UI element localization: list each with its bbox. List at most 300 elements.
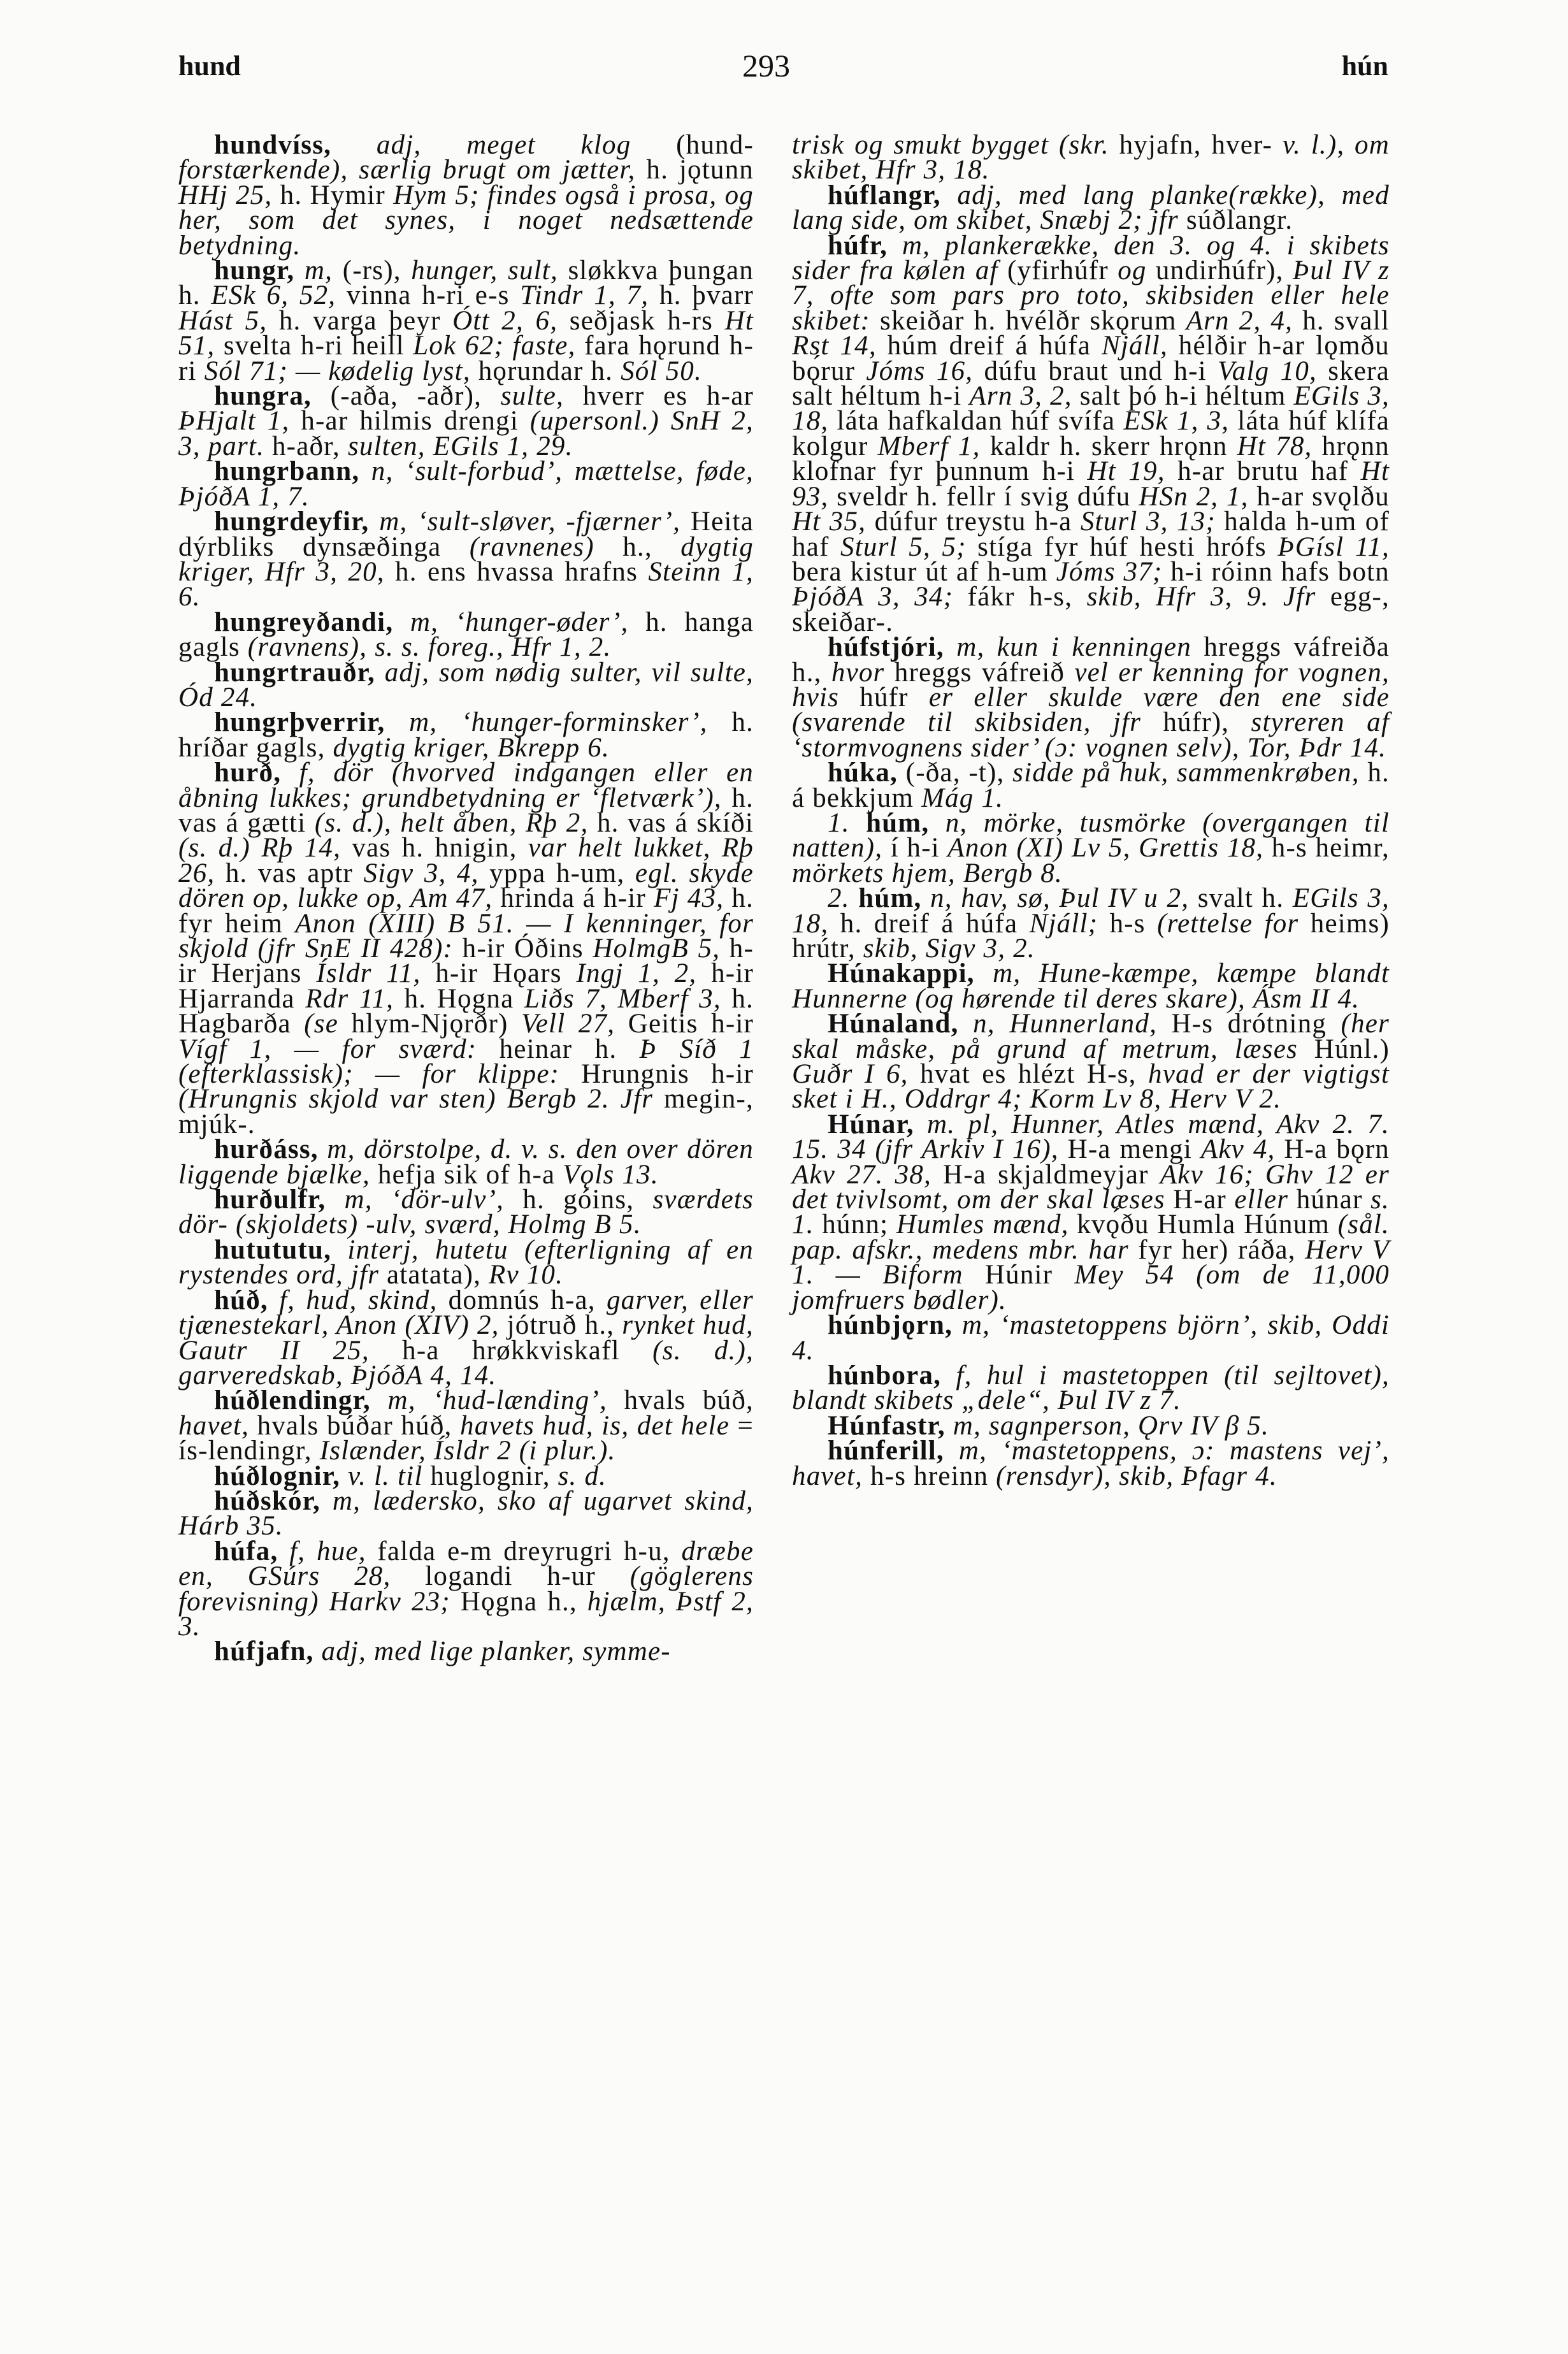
dictionary-entry (792, 1360, 1390, 1416)
headword: húflangr, (828, 180, 941, 210)
text: heinar h. (499, 1034, 640, 1064)
text: falda e-m dreyrugri h-u, (377, 1536, 682, 1566)
text: skeiðar h. hvélðr skǫrum (880, 305, 1186, 336)
dictionary-entry (178, 1134, 754, 1190)
headword: húm, (866, 807, 930, 838)
italic-text: Njáll; (1029, 908, 1110, 939)
headword: húð, (214, 1285, 268, 1315)
text: sveldr h. fellr í svig dúfu (837, 481, 1139, 512)
italic-text: Islænder, Ísldr 2 (i plur.). (319, 1436, 616, 1466)
text: h-ar hilmis drengi (301, 406, 530, 437)
italic-text: ÞHjalt 1, (178, 406, 301, 437)
italic-text: sulte, (500, 381, 583, 412)
italic-text: skib, Hfr 3, 9. Jfr (1086, 582, 1330, 612)
text: bera kistur út af h-um (792, 556, 1056, 587)
text: hreggs váfreiða h., (792, 632, 1390, 688)
page-number: 293 (742, 48, 790, 83)
text: h. góins, (522, 1185, 653, 1215)
text: súðlangr. (1186, 205, 1293, 236)
headword: hutututu, (214, 1234, 332, 1265)
headword: hungra, (214, 381, 312, 412)
headword: húnbora, (828, 1360, 942, 1390)
italic-text: Arn 2, 4, (1186, 305, 1303, 336)
italic-text: n, hav, sø, Þul IV u 2, (921, 883, 1198, 914)
italic-text: 2. (828, 883, 859, 914)
dictionary-entry (178, 1536, 754, 1642)
text: Hrungnis h-ir (581, 1059, 754, 1090)
italic-text: Mág 1. (921, 783, 1004, 813)
text: hrǫnn klofnar fyr þunnum h-i (792, 431, 1390, 487)
text: h. hanga gagls (178, 607, 754, 663)
dictionary-entry (792, 1438, 1390, 1489)
headword: hurð, (214, 758, 282, 788)
headword: húðlognir, (214, 1461, 341, 1491)
italic-text: v. l.), om skibet, Hfr 3, 18. (792, 130, 1390, 185)
headword: Húnfastr, (828, 1410, 946, 1441)
text: megin-, mjúk-. (178, 1084, 754, 1139)
text: dúfur treystu h-a (874, 507, 1081, 537)
text: (-rs), (342, 256, 412, 286)
italic-text: (her skal måske, på grund af metrum, læses (792, 1009, 1390, 1064)
text: kaldr h. skerr hrǫnn (989, 431, 1237, 461)
italic-text: n, mörke, tusmörke (overgangen til natten), (792, 807, 1390, 863)
italic-text: Sigv 3, 4, (363, 858, 490, 888)
italic-text: adj, med lige planker, symme- (313, 1636, 671, 1667)
italic-text: EGils 3, 18, (792, 883, 1390, 939)
italic-text: dygtig kriger, Hfr 3, 20, (178, 531, 754, 587)
italic-text: hvor (831, 657, 895, 688)
text: atatata), (386, 1260, 489, 1290)
text: Húnl.) (1314, 1034, 1390, 1064)
running-head-first-word: hund (178, 50, 241, 82)
italic-text: m, (294, 256, 343, 286)
italic-text: Ht 51, (178, 305, 754, 361)
italic-text: m, Hune-kæmpe, kæmpe blandt Hunnerne (og hørende til deres skare), Ásm II 4. (792, 958, 1390, 1014)
text: húnar (1296, 1185, 1371, 1215)
italic-text: eller (1234, 1185, 1297, 1215)
dictionary-entry (178, 760, 754, 1137)
headword: hundvíss, (214, 130, 332, 160)
italic-text: sidde på huk, sammenkrøben, (1012, 758, 1368, 788)
dictionary-entry (178, 657, 754, 712)
italic-text: sværdets dör- (skjoldets) -ulv, sværd, Holmg B 5. (178, 1185, 754, 1240)
text: undirhúfr), (1155, 256, 1293, 286)
left-column (178, 130, 754, 1667)
text: Geitis h-ir (628, 1009, 754, 1039)
text: hélðir h-ar lǫmðu bǫ́rur (792, 331, 1390, 386)
text: í h-i (890, 833, 948, 863)
italic-text: n, Hunnerland, (958, 1009, 1172, 1039)
italic-text: er eller skulde være den ene side (svarende til skibsiden, jfr (792, 682, 1390, 738)
italic-text: Vell 27, (521, 1009, 628, 1039)
dictionary-entry (178, 707, 754, 763)
italic-text: interj, hutetu (efterligning af en rystendes ord, jfr (178, 1234, 754, 1290)
headword: hurðáss, (214, 1134, 319, 1165)
dictionary-entry (792, 958, 1390, 1014)
italic-text: adj, meget klog (331, 130, 677, 160)
dictionary-entry (178, 509, 754, 610)
headword: Húnaland, (828, 1009, 959, 1039)
text: hvat es hlézt H-s, (920, 1059, 1148, 1090)
italic-text: hjælm, Þstf 2, 3. (178, 1586, 754, 1642)
text: hefja sik of h-a (377, 1159, 563, 1190)
text: (-ða, -t), (898, 758, 1013, 788)
text: hverr es h-ar (582, 381, 754, 412)
italic-text: Akv 16; Ghv 12 er det tvivlsomt, om der skal læses (792, 1159, 1390, 1215)
headword: húfa, (214, 1536, 278, 1566)
italic-text: Ótt 2, 6, (452, 305, 570, 336)
text: h-s hreinn (870, 1461, 996, 1491)
italic-text: (sål. pap. afskr., medens mbr. har (792, 1209, 1390, 1265)
text: h. Hagbarða (178, 983, 754, 1039)
headword: húðlendingr, (214, 1385, 371, 1416)
dictionary-entry (792, 1410, 1390, 1441)
italic-text: var helt lukket, Rþ 26, (178, 833, 754, 888)
text: h. á bekkjum (792, 758, 1390, 813)
italic-text: m, dörstolpe, d. v. s. den over dören liggende bjælke, (178, 1134, 754, 1190)
italic-text: f, hul i mastetoppen (til sejltovet), blandt skibets „dele“, Þul IV z 7. (792, 1360, 1390, 1416)
dictionary-entry (792, 632, 1390, 763)
text: egg-, skeiðar-. (792, 582, 1390, 637)
text: h-a hrøkkviskafl (402, 1335, 653, 1366)
headword: hungrbann, (214, 456, 360, 487)
headword: hungrtrauðr, (214, 657, 375, 688)
dictionary-entry (178, 1385, 754, 1466)
headword: hungrþverrir, (214, 707, 385, 738)
text: h-ir Hjarranda (178, 958, 754, 1014)
dictionary-entry (178, 130, 754, 261)
text: kvǫ́ðu Humla Húnum (1077, 1209, 1338, 1240)
headword: Húnakappi, (828, 958, 975, 989)
italic-text: EGils 3, 18, (792, 381, 1390, 437)
dictionary-entry (792, 1109, 1390, 1315)
headword: hungreyðandi, (214, 607, 394, 637)
italic-text: (se (304, 1009, 352, 1039)
italic-text: dygtig kriger, Bkrepp 6. (333, 732, 610, 763)
italic-text: rynket hud, Gautr II 25, (178, 1310, 754, 1366)
text: h. vas á gætti (178, 783, 754, 838)
italic-text: Sturl 3, 13; (1080, 507, 1225, 537)
text: seðjask h-rs (569, 305, 725, 336)
italic-text: ÞjóðA 3, 34; (792, 582, 968, 612)
italic-text: Hást 5, (178, 305, 279, 336)
italic-text: m, ‘hunger-forminsker’, (385, 707, 732, 738)
italic-text: Rdr 11, (305, 983, 405, 1014)
italic-text: trisk og smukt bygget (skr. (792, 130, 1119, 160)
dictionary-entry (178, 607, 754, 663)
italic-text: mörkets hjem, Bergb 8. (792, 858, 1063, 888)
text: svelta h-ri heill (223, 331, 414, 361)
italic-text: Liðs 7, Mberf 3, (524, 983, 732, 1014)
headword: húfjafn, (214, 1636, 314, 1667)
dictionary-entry (792, 760, 1390, 811)
dictionary-entry (178, 258, 754, 384)
text: h. hríðar gagls, (178, 707, 754, 763)
text: yppa h-um, (489, 858, 635, 888)
italic-text: Sól 50. (621, 356, 702, 386)
headword: hungrdeyfir, (214, 507, 370, 537)
text: h., (622, 531, 681, 562)
text: h. Hymir (280, 180, 394, 210)
text: fara hǫrund h-ri (178, 331, 754, 386)
headword: húka, (828, 758, 898, 788)
italic-text: hvad er der vigtigst sket i H., Oddrgr 4; Korm Lv 8, Herv V 2. (792, 1059, 1390, 1115)
italic-text: s. d. (557, 1461, 607, 1491)
headword: hurðulfr, (214, 1185, 326, 1215)
text: sløkkva þungan h. (178, 256, 754, 311)
italic-text: Anon (XIII) B 51. — I kenninger, for skjold (jfr SnE II 428): (178, 908, 754, 964)
text: fákr h-s, (967, 582, 1087, 612)
italic-text: HHj 25, (178, 180, 280, 210)
italic-text: Sturl 5, 5; (840, 531, 978, 562)
text: (yfirhúfr (1007, 256, 1118, 286)
dictionary-entry (178, 1636, 754, 1667)
italic-text: Vígf 1, — for sværd: (178, 1034, 500, 1064)
italic-text: Fj 43, (654, 883, 732, 914)
text: h. jǫtunn (646, 155, 754, 185)
italic-text: Ht 35, (792, 507, 875, 537)
italic-text: Herv V 1. — Biform (792, 1234, 1390, 1290)
italic-text: m. pl, Hunner, Atles mænd, Akv 2. 7. 15. 34 (jfr Arkiv I 16), (792, 1109, 1390, 1165)
text: dúfu braut und h-i (984, 356, 1218, 386)
headword: húnbjǫrn, (828, 1310, 953, 1341)
italic-text: m, kun i kenningen (944, 632, 1204, 663)
text: h-i róinn hafs botn (1170, 556, 1390, 587)
italic-text: adj, som nødig sulter, vil sulte, Ód 24. (178, 657, 754, 712)
italic-text: (rettelse for (1157, 908, 1311, 939)
text: Húnir (984, 1260, 1075, 1290)
dictionary-entry (178, 1187, 754, 1238)
italic-text: HSn 2, 1, (1139, 481, 1257, 512)
text: (-aða, -aðr), (311, 381, 501, 412)
italic-text: m, lædersko, sko af ugarvet skind, Hárb 35. (178, 1485, 754, 1542)
text: h-s heimr, (1271, 833, 1390, 863)
text: H-s drótning (1171, 1009, 1341, 1039)
dictionary-entry-continuation (792, 130, 1390, 185)
italic-text: m, ‘mastetoppens, ɔ: mastens vej’, havet, (792, 1436, 1390, 1491)
text: heims) hrútr, (792, 908, 1390, 964)
italic-text: f, dör (hvorved indgangen eller en åbning lukkes; grundbetydning er ‘fletværk’), (178, 758, 754, 813)
text: Hǫgna h., (460, 1586, 587, 1617)
italic-text: vel er kenning for vognen, hvis (792, 657, 1390, 712)
headword: hungr, (214, 256, 295, 286)
italic-text: n, ‘sult-forbud’, mættelse, føde, ÞjóðA 1, 7. (178, 456, 754, 512)
italic-text: ÞGísl 11, (1277, 531, 1390, 562)
text: halda h-um of haf (792, 507, 1390, 562)
italic-text: m, ‘mastetoppens björn’, skib, Oddi 4. (792, 1310, 1390, 1366)
italic-text: forstærkende), særlig brugt om jætter, (178, 155, 647, 185)
text: láta hafkaldan húf svífa (837, 406, 1124, 437)
text: huglognir, (430, 1461, 558, 1491)
italic-text: Mberf 1, (877, 431, 990, 461)
italic-text: Ingj 1, 2, (576, 958, 712, 989)
dictionary-entry (178, 1234, 754, 1290)
italic-text: (ravnens), s. s. foreg., Hfr 1, 2. (247, 632, 612, 663)
text: H-a skjaldmeyjar (943, 1159, 1160, 1190)
italic-text: Anon (XI) Lv 5, Grettis 18, (947, 833, 1272, 863)
italic-text: Akv 4, (1200, 1134, 1284, 1165)
right-column (792, 130, 1390, 1491)
dictionary-entry (792, 1310, 1390, 1366)
text: húnn; (822, 1209, 896, 1240)
text: h. varga þeyr (278, 305, 453, 336)
text: h-aðr, (271, 431, 348, 461)
text: húfr (860, 682, 929, 712)
italic-text: (s. d.), helt åben, Rþ 2, (314, 807, 597, 838)
italic-text: egl. skyde dören op, lukke op, Am 47, (178, 858, 754, 914)
text: hlym-Njǫrðr) (351, 1009, 522, 1039)
text: H-a bǫrn (1284, 1134, 1390, 1165)
italic-text: (s. d.), garveredskab, ÞjóðA 4, 14. (178, 1335, 754, 1390)
text: stíga fyr húf hesti hrófs (977, 531, 1278, 562)
italic-text: Humles mænd, (896, 1209, 1077, 1240)
headword: húfr, (828, 230, 888, 261)
text: hreggs váfreið (894, 657, 1075, 688)
text: hyjafn, hver- (1119, 130, 1283, 160)
text: h. svall (1302, 305, 1390, 336)
italic-text: Jóms 16, (866, 356, 984, 386)
italic-text: Þul IV z 7, ofte som pars pro toto, skibsiden eller hele skibet: (792, 256, 1390, 336)
text: h-ir Óðins (462, 934, 593, 964)
italic-text: og (1118, 256, 1156, 286)
italic-text: s. 1. (792, 1185, 1390, 1240)
text: logandi h-ur (425, 1561, 630, 1592)
text: jótruð h., (507, 1310, 622, 1341)
italic-text: Þ Síð 1 (efterklassisk); — for klippe: (178, 1034, 754, 1090)
text: skera salt héltum h-i (792, 356, 1390, 412)
text: = ís-lendingr, (178, 1410, 754, 1466)
italic-text: Ht 93, (792, 456, 1390, 512)
italic-text: Rv 10. (489, 1260, 564, 1290)
text: fyr her) ráða, (1138, 1234, 1305, 1265)
text: h-ir Hǫars (435, 958, 577, 989)
italic-text: Hym 5; findes også i prosa, og her, som det synes, i noget nedsættende betydning. (178, 180, 754, 261)
italic-text: m, ‘sult-sløver, -fjærner’, (369, 507, 691, 537)
italic-text: Ísldr 11, (316, 958, 436, 989)
text: h-ar svǫlðu (1256, 481, 1390, 512)
text: Heita dýrbliks dynsæðinga (178, 507, 754, 562)
italic-text: sulten, EGils 1, 29. (347, 431, 573, 461)
text: hrinda á h-ir (500, 883, 654, 914)
running-head-last-word: hún (1341, 50, 1388, 82)
text: hvals búðar húð, (257, 1410, 461, 1441)
headword: húm, (858, 883, 922, 914)
headword: húnferill, (828, 1436, 944, 1466)
italic-text: hunger, sult, (411, 256, 568, 286)
text: h-ir Herjans (178, 934, 754, 989)
italic-text: (ravnenes) (469, 531, 623, 562)
text: láta húf klífa kolgur (792, 406, 1390, 461)
italic-text: m, plankerække, den 3. og 4. i skibets sider fra kølen af (792, 230, 1390, 286)
italic-text: HolmgB 5, (593, 934, 730, 964)
dictionary-entry (178, 1285, 754, 1390)
text: h-s (1109, 908, 1158, 939)
dictionary-entry (792, 180, 1390, 236)
text: H-a mengi (1067, 1134, 1201, 1165)
italic-text: garver, eller tjænestekarl, Anon (XIV) 2, (178, 1285, 754, 1341)
text: vas h. hnigin, (352, 833, 528, 863)
italic-text: Ht 19, (1087, 456, 1178, 487)
italic-text: f, hud, skind, (268, 1285, 449, 1315)
italic-text: styreren af ‘stormvognens sider’ (ɔ: vognen selv), Tor, Þdr 14. (792, 707, 1390, 763)
italic-text: v. l. til (340, 1461, 431, 1491)
italic-text: Steinn 1, 6. (178, 556, 754, 612)
italic-text: (rensdyr), skib, Þfagr 4. (996, 1461, 1277, 1491)
italic-text: Valg 10, (1218, 356, 1328, 386)
italic-text: Rst 14, (792, 331, 888, 361)
text: salt þó h-i héltum (1079, 381, 1294, 412)
italic-text: dræbe en, GSúrs 28, (178, 1536, 754, 1592)
text: H-ar (1173, 1185, 1235, 1215)
italic-text: Akv 27. 38, (792, 1159, 944, 1190)
text: h. þvarr (659, 280, 754, 311)
text: h. vas á skíði (596, 807, 754, 838)
italic-text: m, ‘hud-lænding’, (370, 1385, 624, 1416)
headword: húðskór, (214, 1485, 320, 1516)
italic-text: Ht 78, (1237, 431, 1322, 461)
italic-text: 1. (828, 807, 867, 838)
dictionary-entry (792, 807, 1390, 888)
text: h. vas aptr (225, 858, 364, 888)
dictionary-entry (178, 381, 754, 461)
italic-text: (upersonl.) SnH 2, 3, part. (178, 406, 754, 461)
italic-text: Vǫls 13. (563, 1159, 659, 1190)
text: húm dreif á húfa (887, 331, 1102, 361)
italic-text: f, hue, (278, 1536, 378, 1566)
text: h. dreif á húfa (840, 908, 1030, 939)
italic-text: m, ‘dör-ulv’, (326, 1185, 523, 1215)
text: hǫrundar h. (478, 356, 621, 386)
dictionary-entry (178, 456, 754, 512)
italic-text: m, sagnperson, Ǫrv IV β 5. (945, 1410, 1269, 1441)
italic-text: Tindr 1, 7, (520, 280, 659, 311)
italic-text: Arn 3, 2, (969, 381, 1080, 412)
italic-text: m, ‘hunger-øder’, (393, 607, 646, 637)
italic-text: skib, Sigv 3, 2. (863, 934, 1035, 964)
italic-text: adj, med lang planke(række), med lang side, om skibet, Snæbj 2; jfr (792, 180, 1390, 236)
italic-text: Sól 71; — kødelig lyst, (204, 356, 478, 386)
italic-text: (Hrungnis skjold var sten) Bergb 2. Jfr (178, 1084, 665, 1115)
text: h. Hǫgna (404, 983, 524, 1014)
text: svalt h. (1197, 883, 1293, 914)
text: hvals búð, (624, 1385, 754, 1416)
text: h. ens hvassa hrafns (395, 556, 649, 587)
dictionary-entry (178, 1461, 754, 1491)
text: h. fyr heim (178, 883, 754, 939)
text: vinna h-ri e-s (346, 280, 521, 311)
italic-text: ESk 1, 3, (1123, 406, 1238, 437)
italic-text: (göglerens forevisning) Harkv 23; (178, 1561, 754, 1617)
italic-text: ESk 6, 52, (211, 280, 347, 311)
text: húfr), (1163, 707, 1251, 738)
italic-text: Mey 54 (om de 11,000 jomfruers bødler). (792, 1260, 1390, 1315)
italic-text: Lok 62; faste, (413, 331, 585, 361)
dictionary-entry (178, 1485, 754, 1542)
text: (hund- (676, 130, 754, 160)
text: domnús h-a, (448, 1285, 607, 1315)
headword: húfstjóri, (828, 632, 944, 663)
dictionary-entry (792, 1009, 1390, 1115)
dictionary-entry (792, 230, 1390, 637)
text: h-ar brutu haf (1177, 456, 1361, 487)
italic-text: Jóms 37; (1056, 556, 1171, 587)
headword: Húnar, (828, 1109, 914, 1139)
italic-text: havets hud, is, det hele (460, 1410, 738, 1441)
italic-text: Njáll, (1101, 331, 1179, 361)
dictionary-entry (792, 883, 1390, 964)
italic-text: havet, (178, 1410, 257, 1441)
italic-text: (s. d.) Rþ 14, (178, 833, 352, 863)
